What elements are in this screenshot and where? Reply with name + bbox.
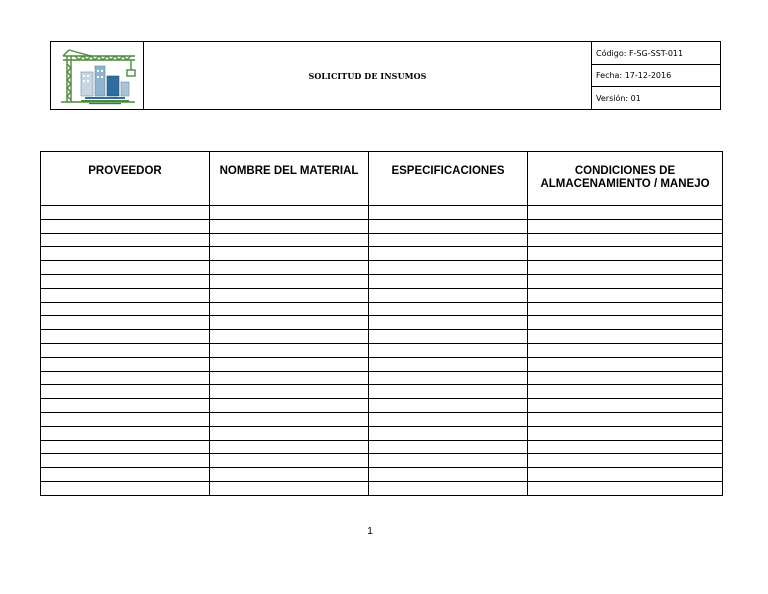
table-cell[interactable] [41,261,210,275]
table-cell[interactable] [528,426,723,440]
table-cell[interactable] [41,412,210,426]
table-cell[interactable] [528,288,723,302]
table-cell[interactable] [41,274,210,288]
table-cell[interactable] [210,247,369,261]
table-cell[interactable] [369,316,528,330]
table-cell[interactable] [210,316,369,330]
table-cell[interactable] [41,399,210,413]
table-row [41,371,723,385]
table-cell[interactable] [210,454,369,468]
table-cell[interactable] [369,302,528,316]
column-header-nombre-material: NOMBRE DEL MATERIAL [210,152,369,206]
table-cell[interactable] [369,330,528,344]
table-cell[interactable] [41,330,210,344]
table-row [41,412,723,426]
table-row [41,357,723,371]
table-cell[interactable] [369,468,528,482]
table-cell[interactable] [369,399,528,413]
table-cell[interactable] [41,233,210,247]
table-cell[interactable] [369,426,528,440]
page-number: 1 [367,526,373,537]
table-row [41,343,723,357]
table-cell[interactable] [210,385,369,399]
table-cell[interactable] [41,481,210,495]
table-cell[interactable] [210,481,369,495]
column-header-especificaciones: ESPECIFICACIONES [369,152,528,206]
logo-cell [51,42,144,109]
table-cell[interactable] [528,302,723,316]
table-cell[interactable] [210,412,369,426]
table-row [41,206,723,220]
table-cell[interactable] [369,219,528,233]
table-cell[interactable] [41,454,210,468]
table-cell[interactable] [41,206,210,220]
table-cell[interactable] [528,440,723,454]
document-code: Código: F-SG-SST-011 [596,48,684,58]
table-row [41,261,723,275]
table-row [41,219,723,233]
table-cell[interactable] [528,371,723,385]
table-cell[interactable] [210,206,369,220]
table-cell[interactable] [369,481,528,495]
table-cell[interactable] [369,261,528,275]
table-row [41,316,723,330]
table-cell[interactable] [369,274,528,288]
table-cell[interactable] [210,440,369,454]
column-header-proveedor: PROVEEDOR [41,152,210,206]
table-cell[interactable] [210,302,369,316]
table-cell[interactable] [369,440,528,454]
table-cell[interactable] [41,219,210,233]
table-cell[interactable] [528,468,723,482]
table-cell[interactable] [210,343,369,357]
table-cell[interactable] [41,316,210,330]
table-cell[interactable] [210,357,369,371]
table-cell[interactable] [528,330,723,344]
table-row [41,385,723,399]
table-cell[interactable] [210,399,369,413]
supplies-request-table [40,151,723,496]
table-cell[interactable] [41,468,210,482]
table-cell[interactable] [369,343,528,357]
table-cell[interactable] [210,468,369,482]
table-cell[interactable] [369,371,528,385]
table-cell[interactable] [210,426,369,440]
table-cell[interactable] [210,330,369,344]
table-row [41,247,723,261]
table-cell[interactable] [528,399,723,413]
table-body [41,206,723,496]
table-cell[interactable] [41,385,210,399]
table-cell[interactable] [369,247,528,261]
table-cell[interactable] [41,247,210,261]
table-cell[interactable] [369,385,528,399]
table-row [41,481,723,495]
table-cell[interactable] [528,247,723,261]
table-cell[interactable] [369,357,528,371]
table-cell[interactable] [528,481,723,495]
table-row [41,330,723,344]
table-row [41,426,723,440]
document-title: SOLICITUD DE INSUMOS [308,70,427,81]
table-cell[interactable] [41,371,210,385]
table-row [41,302,723,316]
table-cell[interactable] [41,302,210,316]
table-row [41,399,723,413]
table-cell[interactable] [369,206,528,220]
table-row [41,233,723,247]
document-meta [592,42,720,109]
table-cell[interactable] [369,288,528,302]
table-cell[interactable] [528,316,723,330]
document-date: Fecha: 17-12-2016 [592,64,720,86]
table-cell[interactable] [41,288,210,302]
document-title-cell [144,42,592,109]
table-cell[interactable] [528,274,723,288]
table-cell[interactable] [528,219,723,233]
table-cell[interactable] [41,440,210,454]
column-header-condiciones: CONDICIONES DE ALMACENAMIENTO / MANEJO [528,152,723,206]
table-row [41,454,723,468]
table-cell[interactable] [528,343,723,357]
document-header [50,41,721,110]
document-version: Versión: 01 [592,86,720,109]
table-row [41,288,723,302]
table-cell[interactable] [210,261,369,275]
table-cell[interactable] [41,357,210,371]
table-cell[interactable] [210,288,369,302]
table-cell[interactable] [528,261,723,275]
table-cell[interactable] [41,343,210,357]
table-row [41,274,723,288]
table-cell[interactable] [528,357,723,371]
table-cell[interactable] [369,454,528,468]
table-cell[interactable] [41,426,210,440]
table-row [41,440,723,454]
table-cell[interactable] [528,206,723,220]
table-cell[interactable] [369,233,528,247]
table-header-row [41,152,723,206]
table-cell[interactable] [210,274,369,288]
table-cell[interactable] [369,412,528,426]
table-cell[interactable] [528,454,723,468]
company-logo-icon [51,42,143,108]
table-cell[interactable] [210,219,369,233]
table-cell[interactable] [210,233,369,247]
table-cell[interactable] [528,385,723,399]
table-row [41,468,723,482]
table-cell[interactable] [528,233,723,247]
table-cell[interactable] [210,371,369,385]
table-cell[interactable] [528,412,723,426]
